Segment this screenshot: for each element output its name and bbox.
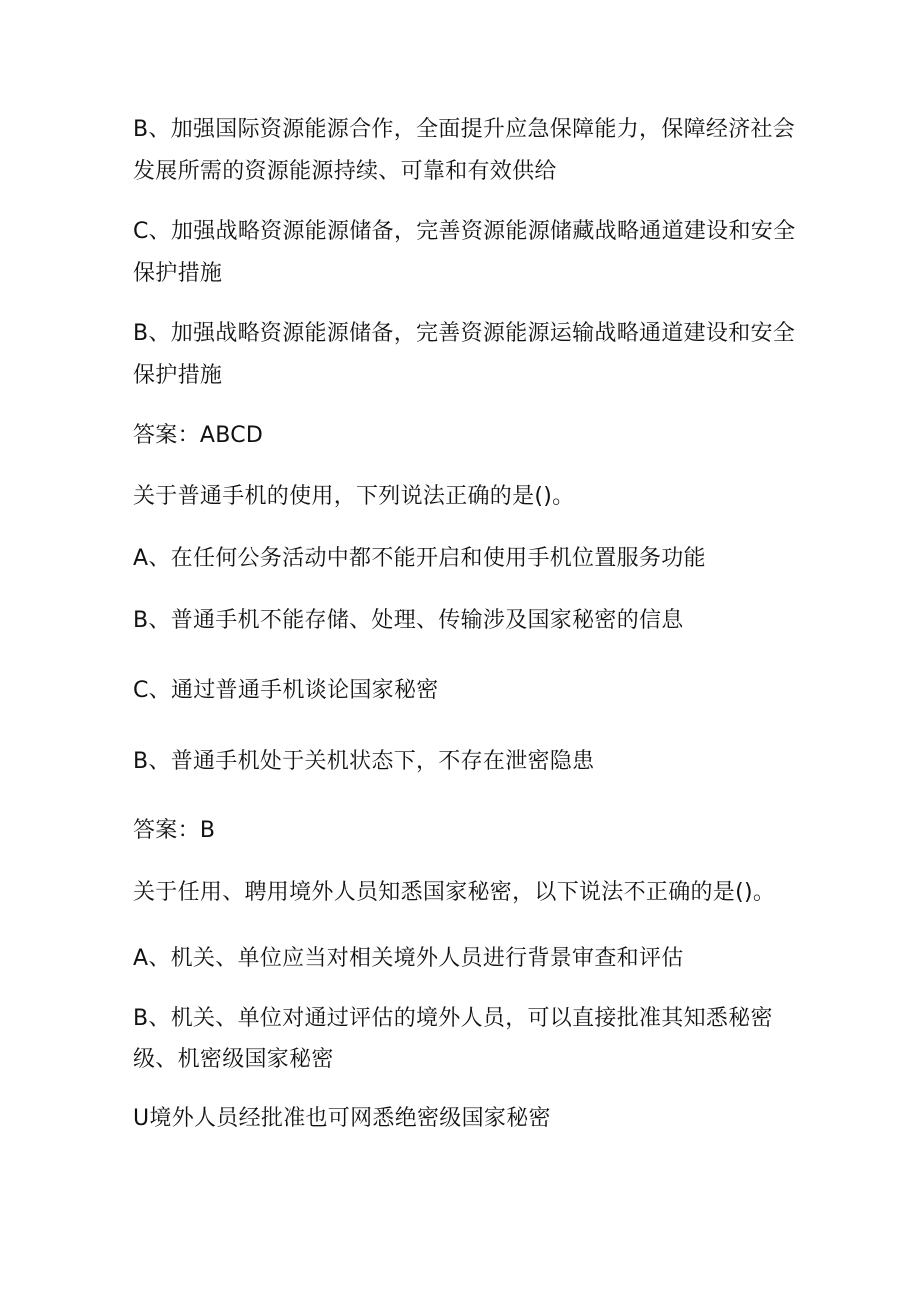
- question-2: 关于普通手机的使用，下列说法正确的是()。: [133, 484, 575, 509]
- q3-option-b-line-2: 级、机密级国家秘密: [133, 1047, 334, 1072]
- answer-2: 答案：B: [133, 818, 216, 843]
- q2-option-b2: B、普通手机处于关机状态下，不存在泄密隐患: [133, 749, 595, 774]
- q3-option-b-line-1: B、机关、单位对通过评估的境外人员，可以直接批准其知悉秘密: [133, 1006, 773, 1031]
- q2-option-c: C、通过普通手机谈论国家秘密: [133, 678, 439, 703]
- q3-option-a: A、机关、单位应当对相关境外人员进行背景审查和评估: [133, 946, 684, 971]
- option-b-line-1: B、加强国际资源能源合作，全面提升应急保障能力，保障经济社会: [133, 117, 796, 142]
- q2-option-a: A、在任何公务活动中都不能开启和使用手机位置服务功能: [133, 546, 706, 571]
- q2-option-b: B、普通手机不能存储、处理、传输涉及国家秘密的信息: [133, 608, 684, 633]
- option-b2-line-1: B、加强战略资源能源储备，完善资源能源运输战略通道建设和安全: [133, 321, 796, 346]
- option-c-line-1: C、加强战略资源能源储备，完善资源能源储藏战略通道建设和安全: [133, 219, 796, 244]
- question-3: 关于任用、聘用境外人员知悉国家秘密，以下说法不正确的是()。: [133, 880, 776, 905]
- option-b-line-2: 发展所需的资源能源持续、可靠和有效供给: [133, 159, 557, 184]
- option-c-line-2: 保护措施: [133, 261, 223, 286]
- option-b2-line-2: 保护措施: [133, 363, 223, 388]
- answer-1: 答案：ABCD: [133, 423, 264, 448]
- q3-option-c: U境外人员经批准也可网悉绝密级国家秘密: [133, 1106, 551, 1131]
